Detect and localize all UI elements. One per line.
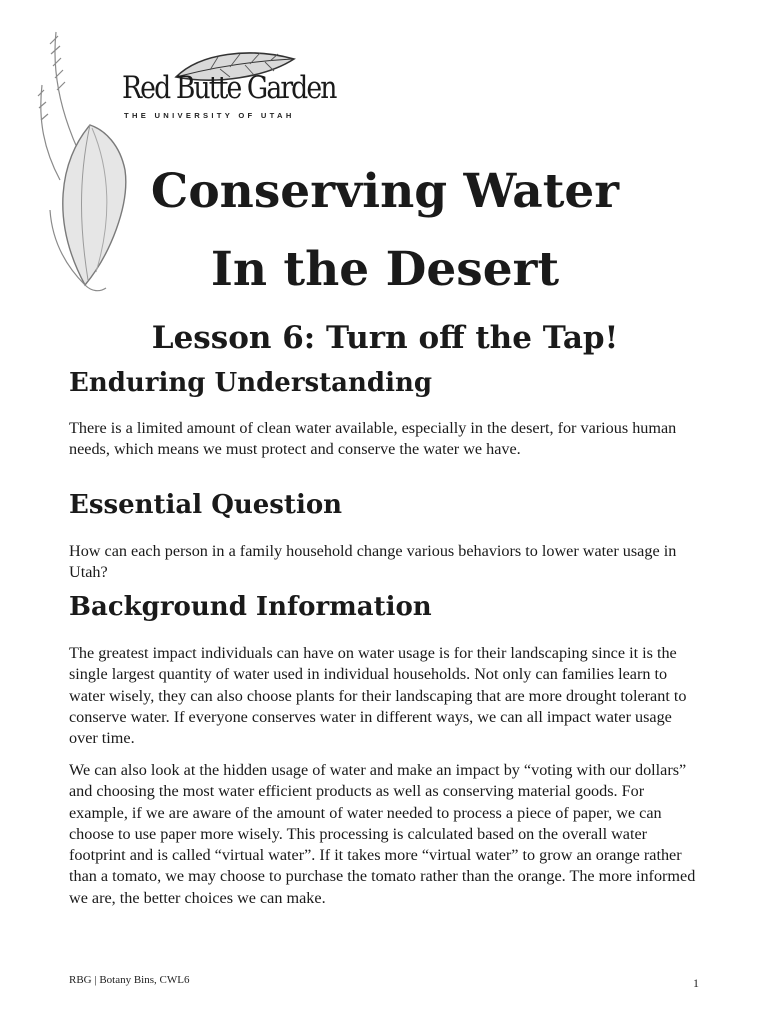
logo-subtitle: THE UNIVERSITY OF UTAH bbox=[124, 111, 295, 120]
footer-text: RBG | Botany Bins, CWL6 bbox=[69, 974, 190, 986]
section-heading-background-information: Background Information bbox=[69, 592, 432, 622]
section-heading-essential-question: Essential Question bbox=[69, 490, 343, 520]
paragraph: We can also look at the hidden usage of water and make an impact by “voting with our dollars” and choosing the most water efficient products as well as conserving material goods. For example, if we are aware of the amount of water needed to process a piece of paper, we can choose to use paper more wisely. This processing is calculated based on the overall water footprint and is called “virtual water”. If it takes more “virtual water” to grow an orange rather than a tomato, we may choose to purchase the tomato rather than the orange. The more informed we are, the better choices we can make. bbox=[69, 761, 696, 907]
title-line-1: Conserving Water bbox=[150, 164, 620, 219]
lesson-title: Lesson 6: Turn off the Tap! bbox=[151, 320, 619, 356]
page-number: 1 bbox=[693, 976, 699, 990]
paragraph: There is a limited amount of clean water available, especially in the desert, for various human needs, which means we must protect and conserve the water we have. bbox=[69, 419, 677, 459]
section-heading-enduring-understanding: Enduring Understanding bbox=[69, 368, 433, 398]
logo-name: Red Butte Garden bbox=[122, 70, 336, 106]
title-line-2: In the Desert bbox=[210, 242, 560, 297]
paragraph: The greatest impact individuals can have on water usage is for their landscaping since it is the single largest quantity of water used in individual households. Not only can families learn to water wisely, they can also choose plants for their landscaping that are more drought tolerant to conserve water. If everyone conserves water in different ways, we can all impact water usage over time. bbox=[69, 644, 687, 748]
paragraph: How can each person in a family household change various behaviors to lower water usage in Utah? bbox=[69, 542, 677, 582]
